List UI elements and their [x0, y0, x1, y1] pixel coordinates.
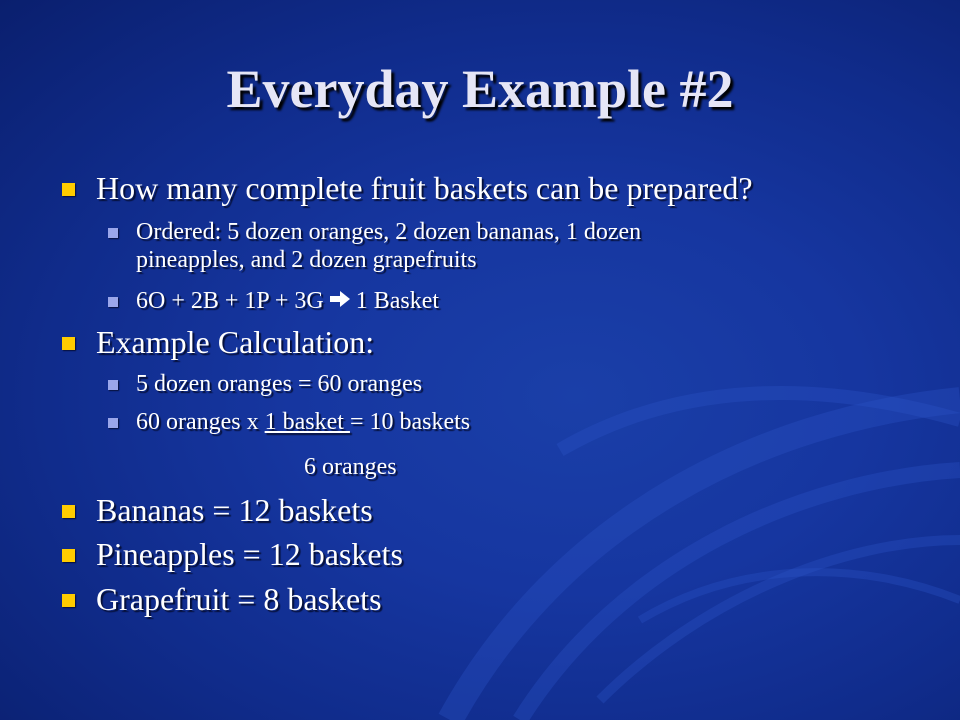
bullet-item-grapefruit	[62, 583, 382, 615]
sub-bullet-formula	[108, 289, 439, 313]
slide-title: Everyday Example #2	[226, 59, 734, 119]
sub-bullet-text-block	[136, 217, 641, 275]
square-bullet-icon	[108, 380, 118, 390]
square-bullet-icon	[108, 418, 118, 428]
square-bullet-icon	[62, 337, 75, 350]
square-bullet-icon	[62, 183, 75, 196]
bullet-text: Example Calculation:	[96, 324, 375, 360]
bullet-item-example-calculation	[62, 326, 374, 358]
bullet-item-bananas	[62, 494, 373, 526]
bullet-text: Grapefruit = 8 baskets	[96, 581, 382, 617]
square-bullet-icon	[62, 594, 75, 607]
calc-prefix: 60 oranges x	[136, 409, 265, 435]
bullet-text: Pineapples = 12 baskets	[96, 536, 403, 572]
calc-denominator-line	[304, 455, 397, 479]
formula-right: 1 Basket	[355, 288, 440, 314]
square-bullet-icon	[108, 297, 118, 307]
square-bullet-icon	[62, 505, 75, 518]
sub-bullet-text-line-1: Ordered: 5 dozen oranges, 2 dozen bananas, 1 dozen	[136, 219, 642, 245]
sub-bullet-text-line-2: pineapples, and 2 dozen grapefruits	[136, 247, 477, 273]
calc-numerator: 1 basket	[264, 409, 350, 435]
bullet-text: How many complete fruit baskets can be prepared?	[96, 170, 753, 206]
sub-bullet-basket-calculation	[108, 410, 470, 434]
sub-bullet-ordered	[108, 220, 641, 275]
bullet-item-pineapples	[62, 538, 403, 570]
square-bullet-icon	[108, 228, 118, 238]
sub-bullet-text: 5 dozen oranges = 60 oranges	[136, 371, 423, 397]
right-arrow-icon	[328, 289, 352, 309]
calc-suffix: = 10 baskets	[349, 409, 471, 435]
square-bullet-icon	[62, 549, 75, 562]
bullet-text: Bananas = 12 baskets	[96, 492, 373, 528]
formula-left: 6O + 2B + 1P + 3G	[136, 288, 324, 314]
sub-bullet-dozen-oranges	[108, 372, 422, 396]
bullet-item-question	[62, 172, 753, 204]
calc-denominator: 6 oranges	[304, 454, 397, 480]
